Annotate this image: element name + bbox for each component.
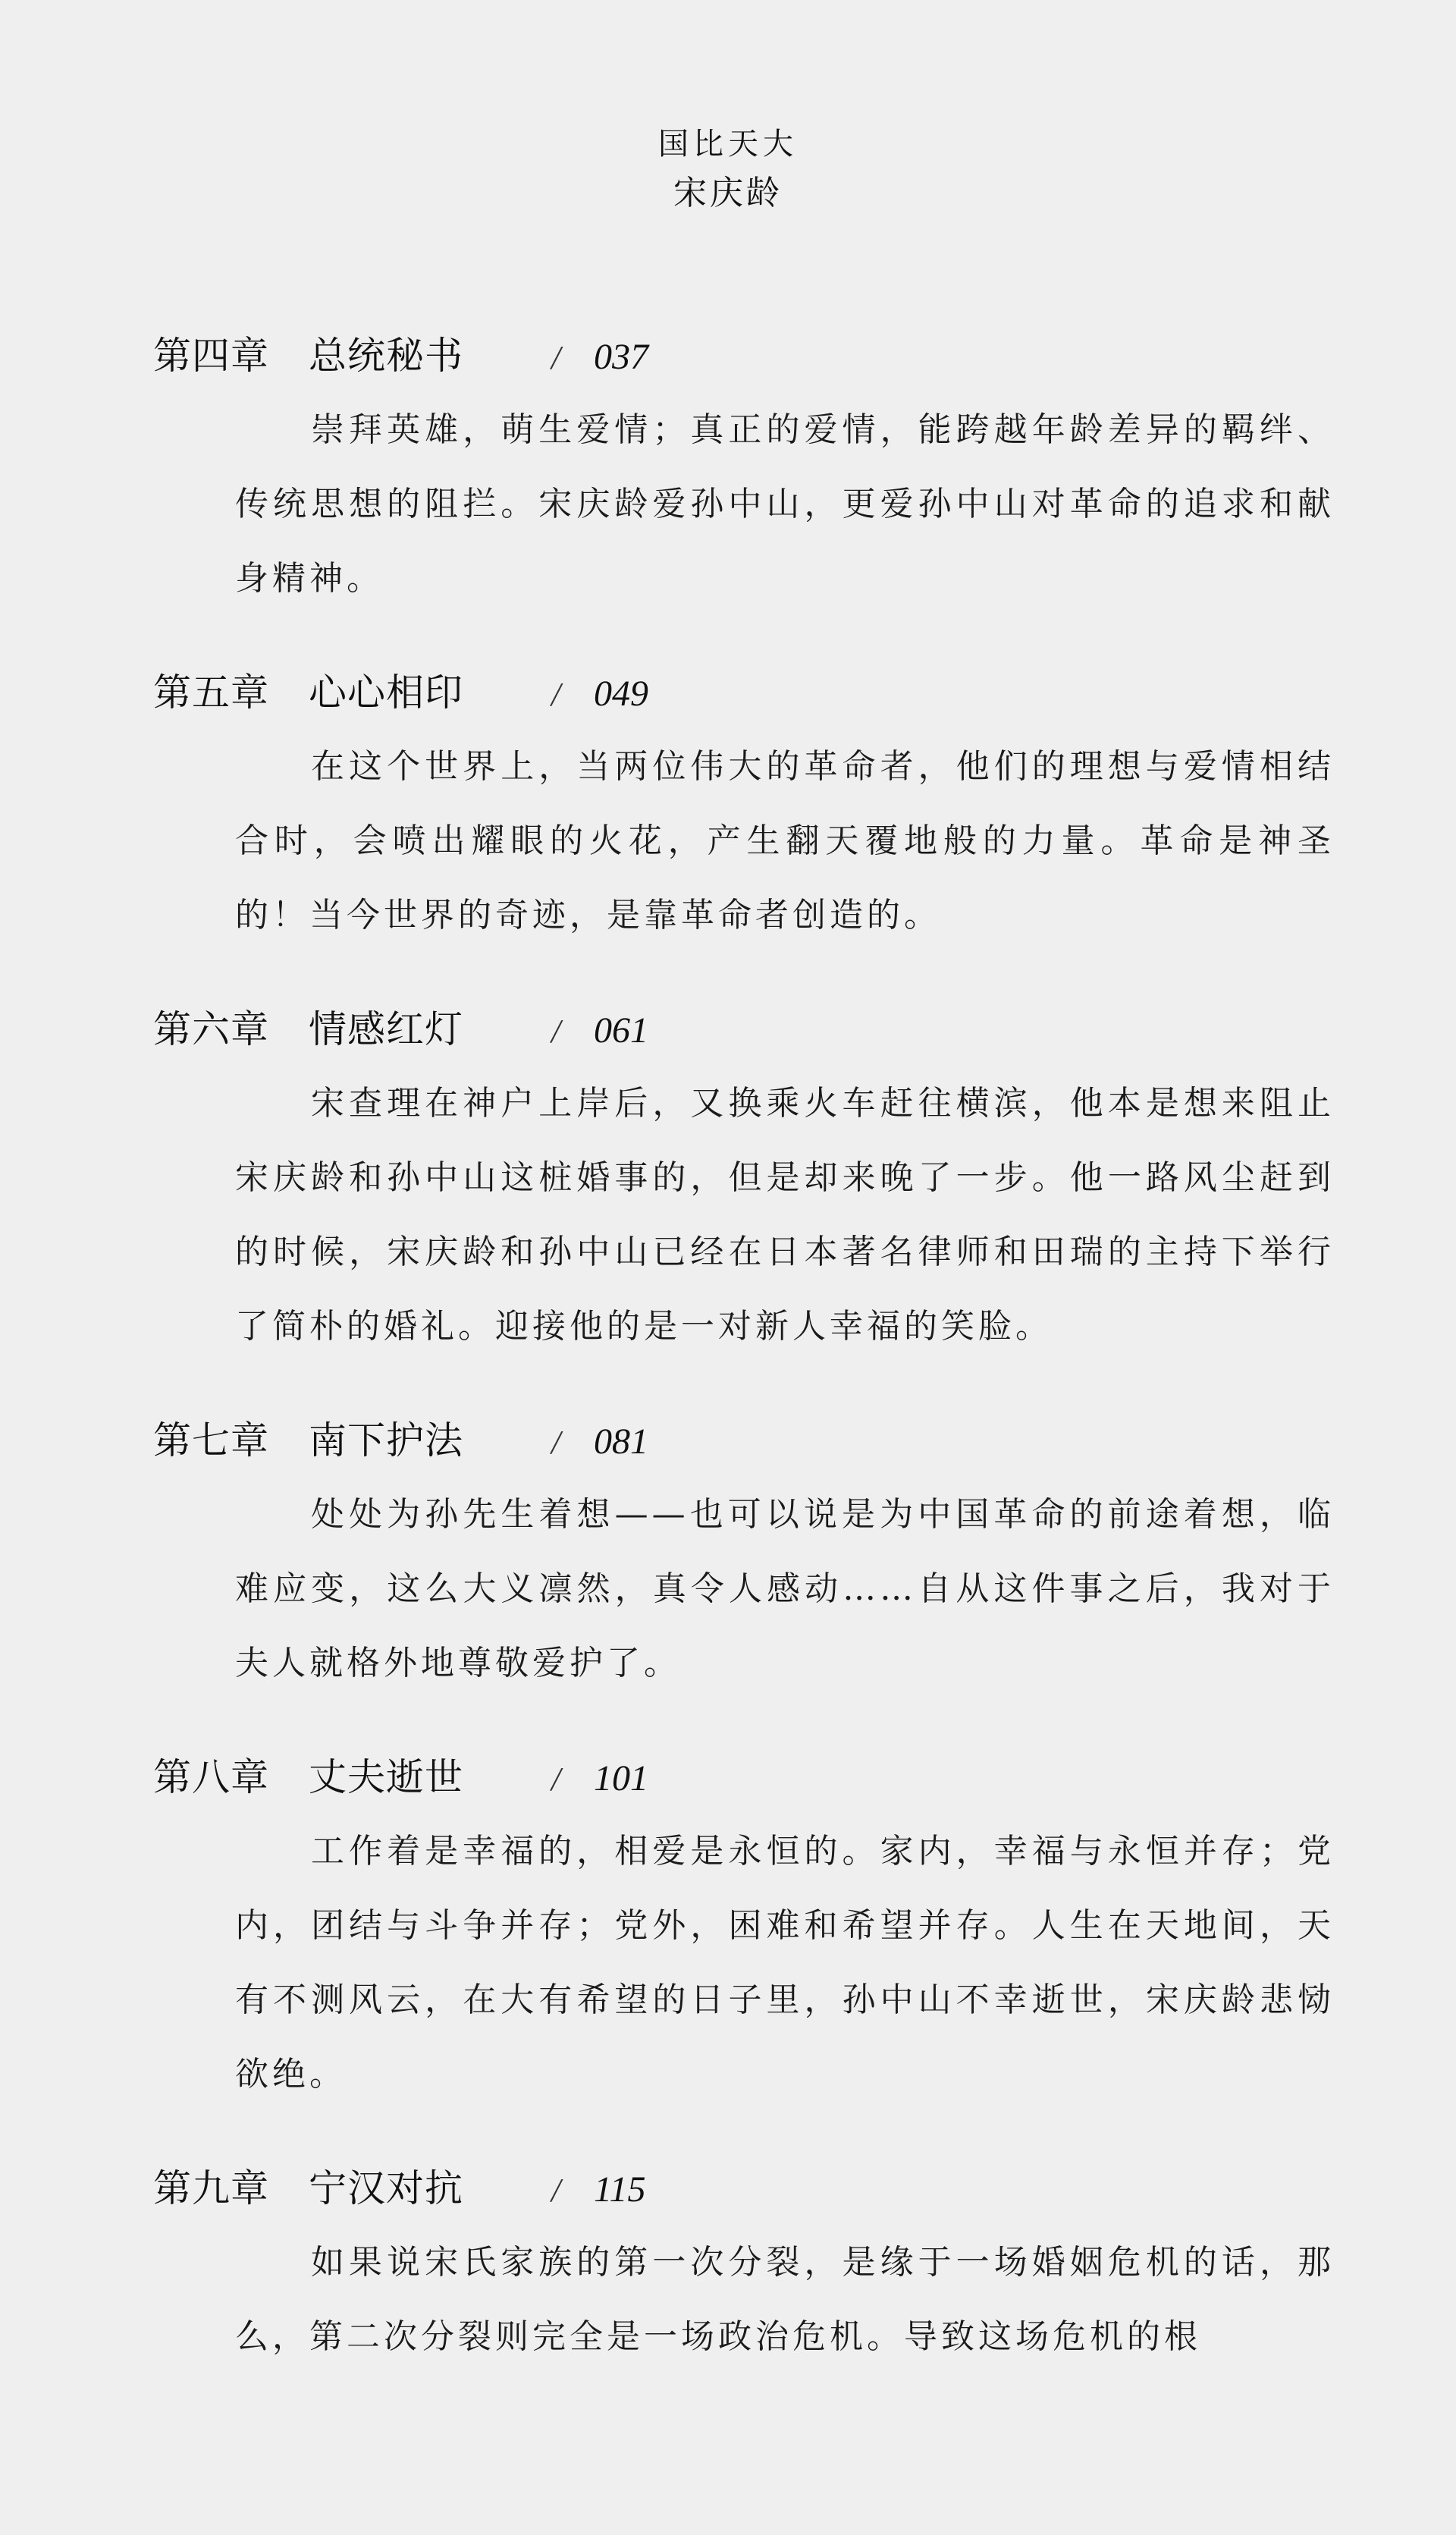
page-number: 101 [594,1758,648,1798]
chapter-title: 南下护法 [309,1418,463,1462]
table-of-contents [153,319,1336,2414]
chapter-summary: 在这个世界上，当两位伟大的革命者，他们的理想与爱情相结合时，会喷出耀眼的火花，产生翻天覆地般的力量。革命是神圣的！当今世界的奇迹，是靠革命者创造的。 [235,747,1335,935]
chapter-title: 总统秘书 [309,334,463,378]
page-number: 037 [594,337,648,377]
book-subject: 宋庆龄 [673,174,783,212]
page-separator: / [551,676,561,713]
chapter-heading [153,1740,1336,1814]
chapter-summary: 崇拜英雄，萌生爱情；真正的爱情，能跨越年龄差异的羁绊、传统思想的阻拦。宋庆龄爱孙中山，更爱孙中山对革命的追求和献身精神。 [235,410,1335,598]
chapter-title: 丈夫逝世 [309,1755,463,1799]
chapter-title: 情感红灯 [309,1007,463,1051]
toc-entry-chapter-8[interactable] [153,1740,1336,2112]
book-title: 国比天大 [658,127,798,162]
page-separator: / [551,2172,561,2209]
page-number: 081 [594,1421,648,1462]
chapter-number: 第四章 [153,334,269,378]
chapter-heading [153,992,1336,1066]
page-number: 061 [594,1010,648,1051]
chapter-number: 第六章 [153,1007,269,1051]
chapter-title: 宁汉对抗 [309,2166,463,2210]
page-separator: / [551,1761,561,1798]
chapter-number: 第五章 [153,671,269,715]
page-separator: / [551,1013,561,1050]
chapter-summary: 宋查理在神户上岸后，又换乘火车赶往横滨，他本是想来阻止宋庆龄和孙中山这桩婚事的，但是却来晚了一步。他一路风尘赶到的时候，宋庆龄和孙中山已经在日本著名律师和田瑞的主持下举行了简朴的婚礼。迎接他的是一对新人幸福的笑脸。 [235,1084,1335,1346]
chapter-summary: 工作着是幸福的，相爱是永恒的。家内，幸福与永恒并存；党内，团结与斗争并存；党外，困难和希望并存。人生在天地间，天有不测风云，在大有希望的日子里，孙中山不幸逝世，宋庆龄悲恸欲绝。 [235,1832,1335,2094]
chapter-heading [153,2151,1336,2226]
toc-entry-chapter-6[interactable] [153,992,1336,1364]
chapter-title: 心心相印 [309,671,463,715]
chapter-number: 第七章 [153,1418,269,1462]
page-number: 049 [594,674,648,714]
toc-entry-chapter-5[interactable] [153,655,1336,953]
page-separator: / [551,339,561,376]
toc-entry-chapter-7[interactable] [153,1403,1336,1701]
chapter-heading [153,319,1336,393]
chapter-number: 第九章 [153,2166,269,2210]
toc-entry-chapter-4[interactable] [153,319,1336,616]
toc-entry-chapter-9[interactable] [153,2151,1336,2374]
chapter-summary: 处处为孙先生着想——也可以说是为中国革命的前途着想，临难应变，这么大义凛然，真令人感动……自从这件事之后，我对于夫人就格外地尊敬爱护了。 [235,1495,1335,1682]
chapter-number: 第八章 [153,1755,269,1799]
chapter-heading [153,1403,1336,1478]
chapter-summary: 如果说宋氏家族的第一次分裂，是缘于一场婚姻危机的话，那么，第二次分裂则完全是一场政治危机。导致这场危机的根 [235,2243,1335,2356]
page-number: 115 [594,2169,646,2210]
page-header [0,121,1456,220]
page-separator: / [551,1424,561,1461]
chapter-heading [153,655,1336,730]
